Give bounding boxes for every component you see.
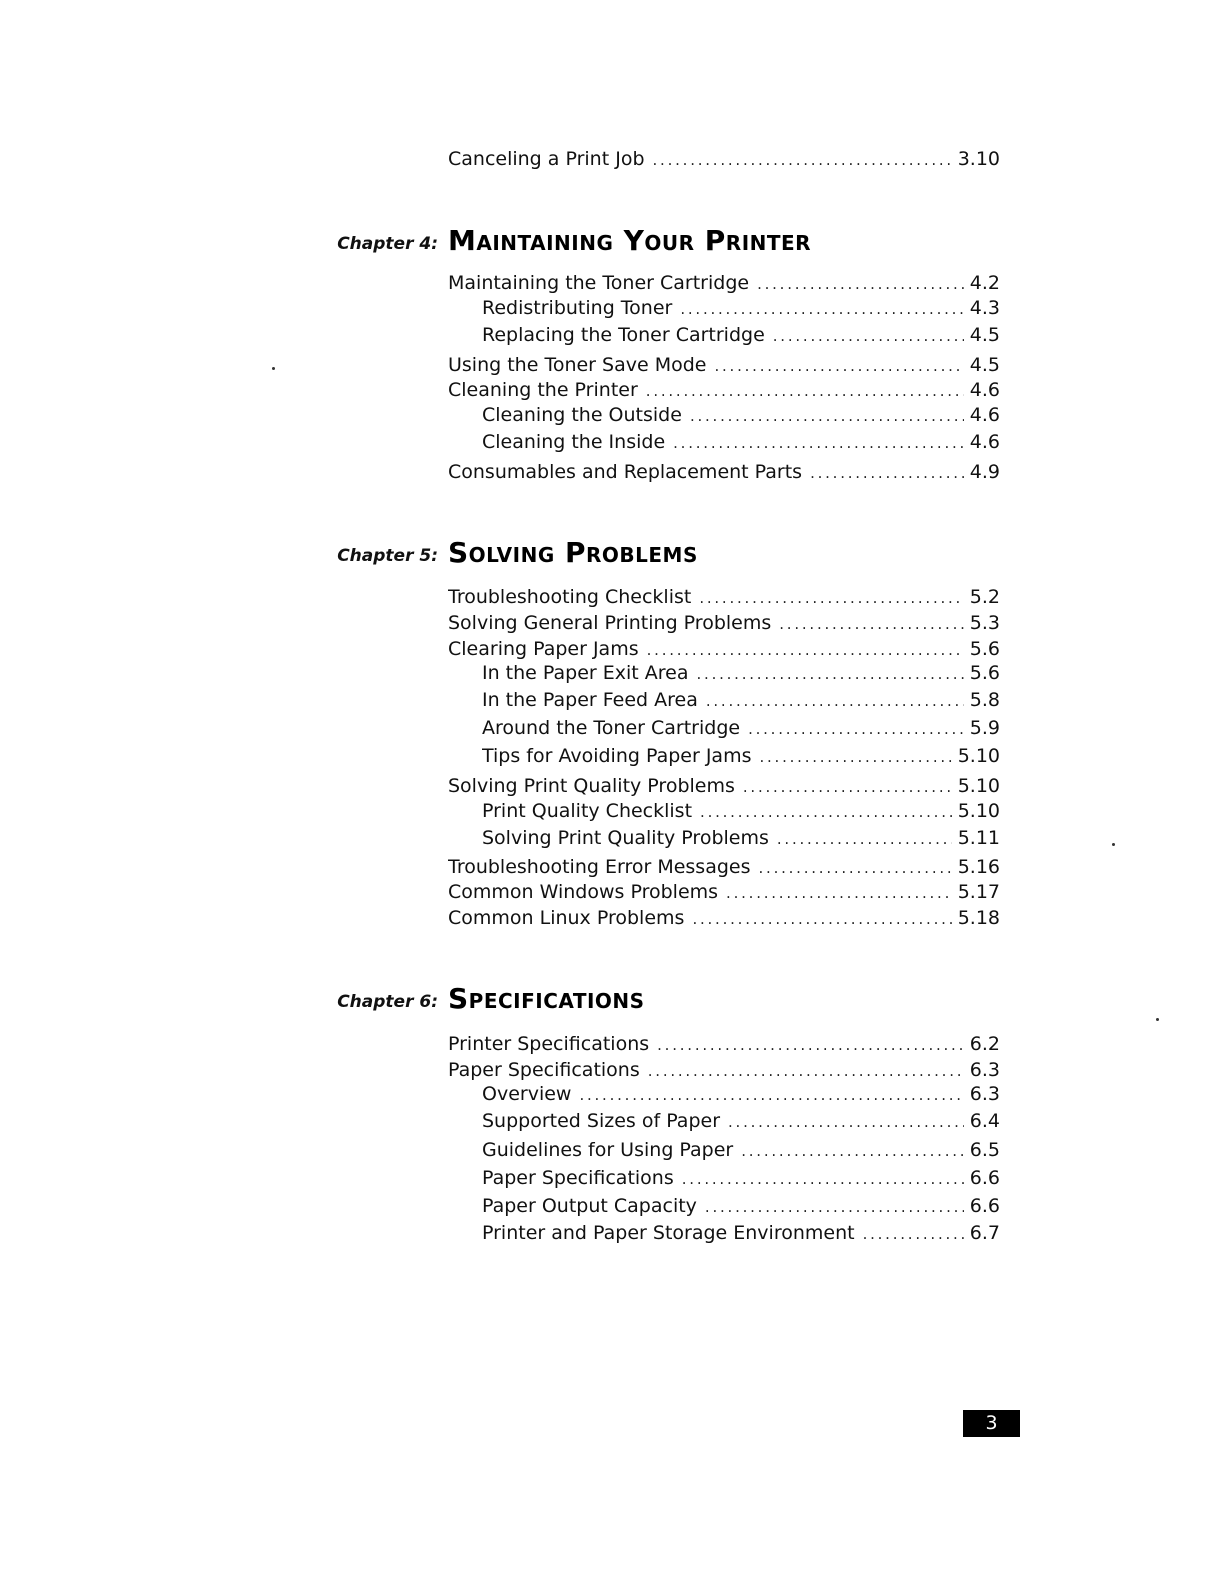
toc-entry [482,743,1000,769]
toc-entry-label: Common Linux Problems [448,907,685,929]
toc-entry [448,905,1000,931]
toc-entry-page: 6.3 [969,1059,1000,1081]
toc-entry [448,377,1000,403]
dot-leader [714,353,963,378]
dot-leader [743,774,952,799]
toc-entry-page: 6.6 [969,1167,1000,1189]
toc-entry-label: Paper Output Capacity [482,1195,697,1217]
chapter-title: Solving Problems [448,536,698,569]
toc-entry-label: Paper Specifications [482,1167,674,1189]
dot-leader [773,323,964,348]
toc-entry-label: In the Paper Feed Area [482,689,698,711]
toc-entry-page: 5.17 [957,881,1000,903]
dot-leader [728,1109,964,1134]
toc-entry [482,798,1000,824]
chapter-label: Chapter 6: [337,992,438,1012]
toc-entry-label: Printer and Paper Storage Environment [482,1222,855,1244]
toc-entry-label: Redistributing Toner [482,297,673,319]
dot-leader [646,378,964,403]
toc-entry-label: In the Paper Exit Area [482,662,689,684]
scan-speck [1156,1018,1159,1021]
toc-entry [482,1220,1000,1246]
toc-entry-page: 6.7 [969,1222,1000,1244]
toc-entry-page: 6.3 [969,1083,1000,1105]
dot-leader [779,611,964,636]
toc-entry-page: 3.10 [957,148,1000,170]
dot-leader [579,1082,963,1107]
toc-entry [448,1031,1000,1057]
toc-entry-label: Replacing the Toner Cartridge [482,324,765,346]
toc-entry-label: Guidelines for Using Paper [482,1139,734,1161]
dot-leader [647,637,964,662]
toc-entry [448,352,1000,378]
toc-entry [482,295,1000,321]
toc-entry [448,879,1000,905]
toc-entry [448,773,1000,799]
toc-entry-page: 5.3 [969,612,1000,634]
toc-entry [482,715,1000,741]
toc-entry-page: 5.8 [969,689,1000,711]
toc-entry-page: 5.10 [957,775,1000,797]
dot-leader [700,799,952,824]
toc-entry [448,146,1000,172]
dot-leader [648,1058,964,1083]
toc-entry [448,610,1000,636]
toc-entry-page: 5.2 [969,586,1000,608]
toc-entry-page: 5.16 [957,856,1000,878]
dot-leader [757,271,964,296]
toc-entry-label: Consumables and Replacement Parts [448,461,803,483]
toc-entry-label: Troubleshooting Error Messages [448,856,751,878]
toc-entry [482,1193,1000,1219]
toc-entry [448,636,1000,662]
dot-leader [706,688,964,713]
toc-entry-page: 6.2 [969,1033,1000,1055]
chapter-title: Maintaining Your Printer [448,224,812,257]
dot-leader [705,1194,964,1219]
toc-entry-label: Using the Toner Save Mode [448,354,707,376]
toc-entry [482,322,1000,348]
dot-leader [692,906,951,931]
toc-entry-page: 4.3 [969,297,1000,319]
chapter-title: Specifications [448,982,645,1015]
toc-entry-label: Clearing Paper Jams [448,638,639,660]
toc-entry-label: Cleaning the Inside [482,431,666,453]
chapter-label: Chapter 5: [337,546,438,566]
scan-speck [1112,843,1115,846]
dot-leader [759,744,951,769]
toc-entry [482,1081,1000,1107]
toc-entry-page: 4.6 [969,431,1000,453]
dot-leader [699,585,963,610]
toc-entry-label: Paper Specifications [448,1059,640,1081]
toc-entry-label: Cleaning the Printer [448,379,638,401]
toc-entry [482,825,1000,851]
toc-entry-page: 5.6 [969,662,1000,684]
toc-entry-label: Solving Print Quality Problems [448,775,735,797]
toc-entry-page: 5.18 [957,907,1000,929]
toc-entry-page: 6.5 [969,1139,1000,1161]
toc-entry-label: Print Quality Checklist [482,800,693,822]
toc-entry [482,687,1000,713]
dot-leader [673,430,964,455]
dot-leader [777,826,952,851]
toc-entry-label: Supported Sizes of Paper [482,1110,721,1132]
scan-speck [272,367,275,370]
toc-entry-label: Around the Toner Cartridge [482,717,741,739]
toc-entry-page: 5.11 [957,827,1000,849]
toc-entry [482,660,1000,686]
toc-entry [482,1165,1000,1191]
dot-leader [759,855,952,880]
toc-entry [482,402,1000,428]
toc-entry-label: Common Windows Problems [448,881,719,903]
toc-entry [482,429,1000,455]
toc-entry [448,270,1000,296]
toc-entry-label: Cleaning the Outside [482,404,682,426]
dot-leader [690,403,964,428]
toc-entry [448,584,1000,610]
dot-leader [741,1138,964,1163]
toc-entry-page: 5.10 [957,745,1000,767]
toc-entry-label: Overview [482,1083,572,1105]
toc-entry [482,1137,1000,1163]
toc-entry-label: Canceling a Print Job [448,148,645,170]
toc-entry-page: 4.5 [969,354,1000,376]
toc-entry-label: Solving Print Quality Problems [482,827,769,849]
dot-leader [697,661,964,686]
toc-entry [448,854,1000,880]
toc-entry-page: 4.9 [969,461,1000,483]
toc-entry [448,1057,1000,1083]
toc-entry-label: Tips for Avoiding Paper Jams [482,745,752,767]
dot-leader [680,296,963,321]
toc-entry-page: 5.6 [969,638,1000,660]
toc-entry [448,459,1000,485]
dot-leader [748,716,964,741]
toc-entry-label: Troubleshooting Checklist [448,586,692,608]
toc-entry-label: Printer Specifications [448,1033,650,1055]
dot-leader [657,1032,964,1057]
toc-entry-page: 5.9 [969,717,1000,739]
dot-leader [810,460,964,485]
toc-entry-page: 5.10 [957,800,1000,822]
dot-leader [653,147,952,172]
dot-leader [682,1166,964,1191]
toc-entry [482,1108,1000,1134]
toc-entry-label: Maintaining the Toner Cartridge [448,272,750,294]
dot-leader [863,1221,964,1246]
toc-entry-page: 6.6 [969,1195,1000,1217]
toc-entry-page: 6.4 [969,1110,1000,1132]
toc-entry-page: 4.5 [969,324,1000,346]
toc-entry-label: Solving General Printing Problems [448,612,772,634]
dot-leader [726,880,952,905]
toc-entry-page: 4.6 [969,379,1000,401]
page-number-badge: 3 [963,1410,1020,1437]
toc-entry-page: 4.2 [969,272,1000,294]
chapter-label: Chapter 4: [337,234,438,254]
toc-entry-page: 4.6 [969,404,1000,426]
